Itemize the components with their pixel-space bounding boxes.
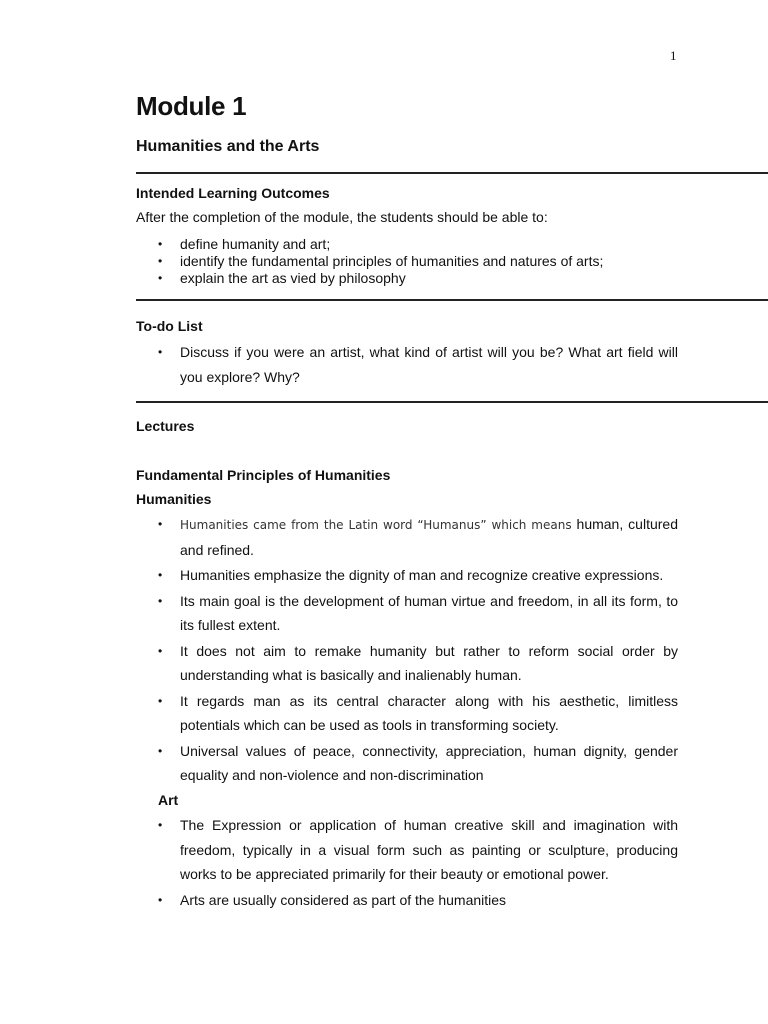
humanities-heading: Humanities: [136, 491, 212, 507]
outcomes-intro: After the completion of the module, the students should be able to:: [136, 209, 548, 225]
bullet-icon: •: [158, 643, 163, 658]
todo-heading: To-do List: [136, 318, 203, 334]
bullet-icon: •: [158, 693, 163, 708]
divider-todo: [136, 401, 768, 403]
list-item: [158, 512, 678, 562]
divider-outcomes: [136, 299, 768, 301]
bullet-icon: •: [158, 743, 163, 758]
outcome-text: explain the art as vied by philosophy: [180, 270, 406, 286]
art-list: [158, 813, 678, 913]
humanities-text: Humanities emphasize the dignity of man and recognize creative expressions.: [180, 567, 664, 583]
art-text: The Expression or application of human creative skill and imagination with freedom, typically in a visual form such as painting or sculpture, producing works to be appreciated primarily for their beauty or emotional power.: [180, 817, 678, 882]
module-title: Module 1: [136, 91, 247, 121]
principles-heading: Fundamental Principles of Humanities: [136, 467, 391, 483]
art-heading: Art: [158, 792, 179, 808]
humanities-text: It regards man as its central character along with his aesthetic, limitless potentials which can be used as tools in transforming society.: [180, 692, 678, 733]
page-number: 1: [670, 48, 677, 63]
art-text: Arts are usually considered as part of the humanities: [180, 891, 507, 908]
list-item: [158, 563, 678, 588]
lectures-heading: Lectures: [136, 418, 195, 434]
bullet-icon: •: [158, 818, 163, 832]
bullet-icon: •: [158, 271, 163, 285]
outcome-text: define humanity and art;: [180, 236, 331, 252]
bullet-icon: •: [158, 254, 163, 268]
humanities-lead-rest: human, cultured and refined.: [180, 516, 678, 558]
list-item: [158, 589, 678, 638]
bullet-icon: •: [158, 593, 163, 608]
list-item: [158, 739, 678, 788]
bullet-icon: •: [158, 237, 163, 251]
bullet-icon: •: [158, 517, 163, 531]
list-item: [158, 689, 678, 738]
outcomes-list: [158, 236, 678, 287]
divider-top: [136, 172, 768, 174]
list-item: [158, 253, 678, 270]
list-item: [158, 813, 678, 887]
todo-list: [158, 340, 678, 390]
list-item: [158, 888, 678, 913]
todo-text: Discuss if you were an artist, what kind of artist will you be? What art field will you explore? Why?: [180, 344, 678, 385]
outcomes-heading: Intended Learning Outcomes: [136, 185, 330, 201]
outcome-text: identify the fundamental principles of humanities and natures of arts;: [180, 253, 604, 269]
bullet-icon: •: [158, 345, 163, 359]
humanities-text: Its main goal is the development of human virtue and freedom, in all its form, to its fullest extent.: [180, 592, 678, 633]
humanities-text: Universal values of peace, connectivity, appreciation, human dignity, gender equality and non-violence and non-discrimination: [180, 742, 678, 783]
bullet-icon: •: [158, 568, 163, 582]
bullet-icon: •: [158, 892, 163, 907]
list-item: [158, 639, 678, 688]
humanities-lead-text: Humanities came from the Latin word “Humanus” which means: [180, 518, 572, 532]
list-item: [158, 270, 678, 287]
humanities-text: It does not aim to remake humanity but rather to reform social order by understanding what is basically and inalienably human.: [180, 642, 678, 683]
module-subtitle: Humanities and the Arts: [136, 138, 320, 155]
list-item: [158, 340, 678, 389]
humanities-list: [158, 512, 678, 789]
list-item: [158, 236, 678, 253]
